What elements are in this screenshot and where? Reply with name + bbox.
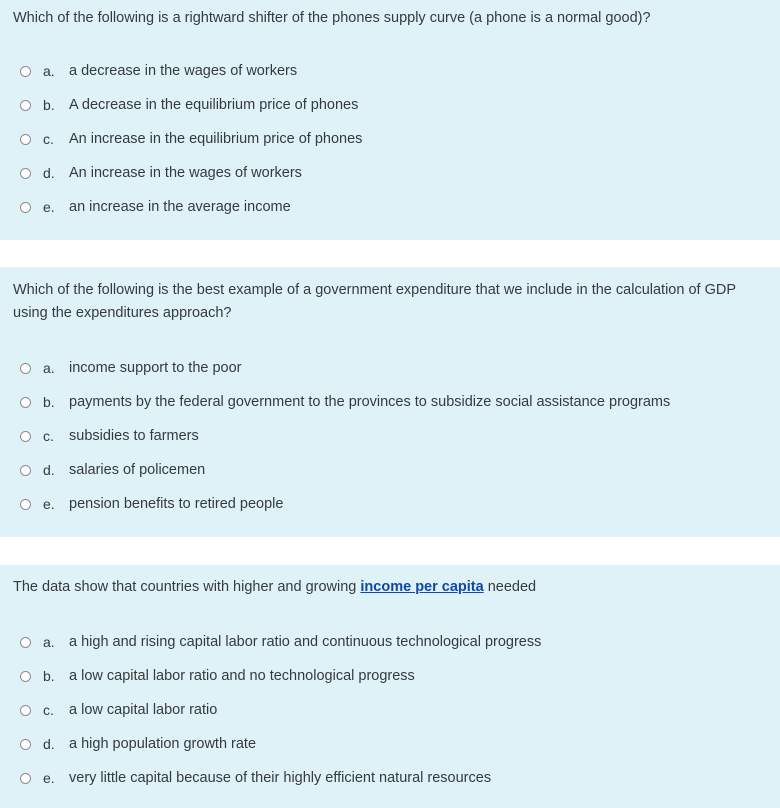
glossary-link[interactable]: income per capita bbox=[360, 579, 484, 595]
radio-button[interactable] bbox=[20, 363, 31, 374]
answer-option-a[interactable] bbox=[20, 351, 760, 385]
option-text[interactable]: a decrease in the wages of workers bbox=[69, 63, 298, 79]
option-letter: e. bbox=[43, 199, 55, 215]
question-2 bbox=[0, 267, 780, 537]
option-text[interactable]: An increase in the wages of workers bbox=[69, 165, 302, 181]
question-1 bbox=[0, 0, 780, 240]
option-letter: b. bbox=[43, 97, 55, 113]
radio-button[interactable] bbox=[20, 202, 31, 213]
answer-option-d[interactable] bbox=[20, 453, 760, 487]
option-letter: c. bbox=[43, 702, 54, 718]
option-text[interactable]: A decrease in the equilibrium price of phones bbox=[69, 97, 359, 113]
option-letter: d. bbox=[43, 462, 55, 478]
answer-options bbox=[20, 351, 760, 521]
option-letter: a. bbox=[43, 360, 55, 376]
radio-button[interactable] bbox=[20, 100, 31, 111]
radio-button[interactable] bbox=[20, 705, 31, 716]
option-text[interactable]: income support to the poor bbox=[69, 360, 242, 376]
radio-button[interactable] bbox=[20, 773, 31, 784]
option-letter: a. bbox=[43, 634, 55, 650]
option-text[interactable]: very little capital because of their highly efficient natural resources bbox=[69, 770, 492, 786]
radio-button[interactable] bbox=[20, 66, 31, 77]
option-text[interactable]: a high population growth rate bbox=[69, 736, 257, 752]
option-letter: d. bbox=[43, 165, 55, 181]
radio-button[interactable] bbox=[20, 431, 31, 442]
option-text[interactable]: subsidies to farmers bbox=[69, 428, 199, 444]
answer-option-a[interactable] bbox=[20, 625, 760, 659]
option-text[interactable]: an increase in the average income bbox=[69, 199, 291, 215]
answer-option-d[interactable] bbox=[20, 727, 760, 761]
option-letter: c. bbox=[43, 428, 54, 444]
answer-option-c[interactable] bbox=[20, 122, 760, 156]
question-text: Which of the following is a rightward shifter of the phones supply curve (a phone is a normal good)? bbox=[13, 10, 651, 26]
question-3 bbox=[0, 565, 780, 808]
answer-option-a[interactable] bbox=[20, 54, 760, 88]
radio-button[interactable] bbox=[20, 499, 31, 510]
radio-button[interactable] bbox=[20, 671, 31, 682]
answer-option-c[interactable] bbox=[20, 419, 760, 453]
answer-option-e[interactable] bbox=[20, 190, 760, 224]
radio-button[interactable] bbox=[20, 397, 31, 408]
option-letter: e. bbox=[43, 496, 55, 512]
option-letter: c. bbox=[43, 131, 54, 147]
radio-button[interactable] bbox=[20, 637, 31, 648]
option-text[interactable]: a low capital labor ratio bbox=[69, 702, 218, 718]
question-text-before: The data show that countries with higher and growing bbox=[13, 579, 361, 595]
answer-option-b[interactable] bbox=[20, 88, 760, 122]
option-text[interactable]: payments by the federal government to the provinces to subsidize social assistance programs bbox=[69, 394, 671, 410]
radio-button[interactable] bbox=[20, 134, 31, 145]
radio-button[interactable] bbox=[20, 168, 31, 179]
option-letter: a. bbox=[43, 63, 55, 79]
answer-option-b[interactable] bbox=[20, 385, 760, 419]
radio-button[interactable] bbox=[20, 465, 31, 476]
question-text bbox=[13, 576, 750, 599]
option-text[interactable]: An increase in the equilibrium price of phones bbox=[69, 131, 363, 147]
option-letter: d. bbox=[43, 736, 55, 752]
option-text[interactable]: pension benefits to retired people bbox=[69, 496, 284, 512]
answer-options bbox=[20, 54, 760, 224]
radio-button[interactable] bbox=[20, 739, 31, 750]
option-text[interactable]: a high and rising capital labor ratio and continuous technological progress bbox=[69, 634, 542, 650]
answer-option-e[interactable] bbox=[20, 761, 760, 795]
answer-option-b[interactable] bbox=[20, 659, 760, 693]
answer-options bbox=[20, 625, 760, 795]
option-text[interactable]: a low capital labor ratio and no technological progress bbox=[69, 668, 415, 684]
answer-option-d[interactable] bbox=[20, 156, 760, 190]
answer-option-c[interactable] bbox=[20, 693, 760, 727]
option-letter: b. bbox=[43, 394, 55, 410]
option-letter: b. bbox=[43, 668, 55, 684]
option-letter: e. bbox=[43, 770, 55, 786]
question-text: Which of the following is the best example of a government expenditure that we include in the calculation of GDP using the expenditures approach? bbox=[13, 282, 736, 321]
question-text-after: needed bbox=[483, 579, 537, 595]
answer-option-e[interactable] bbox=[20, 487, 760, 521]
option-text[interactable]: salaries of policemen bbox=[69, 462, 206, 478]
